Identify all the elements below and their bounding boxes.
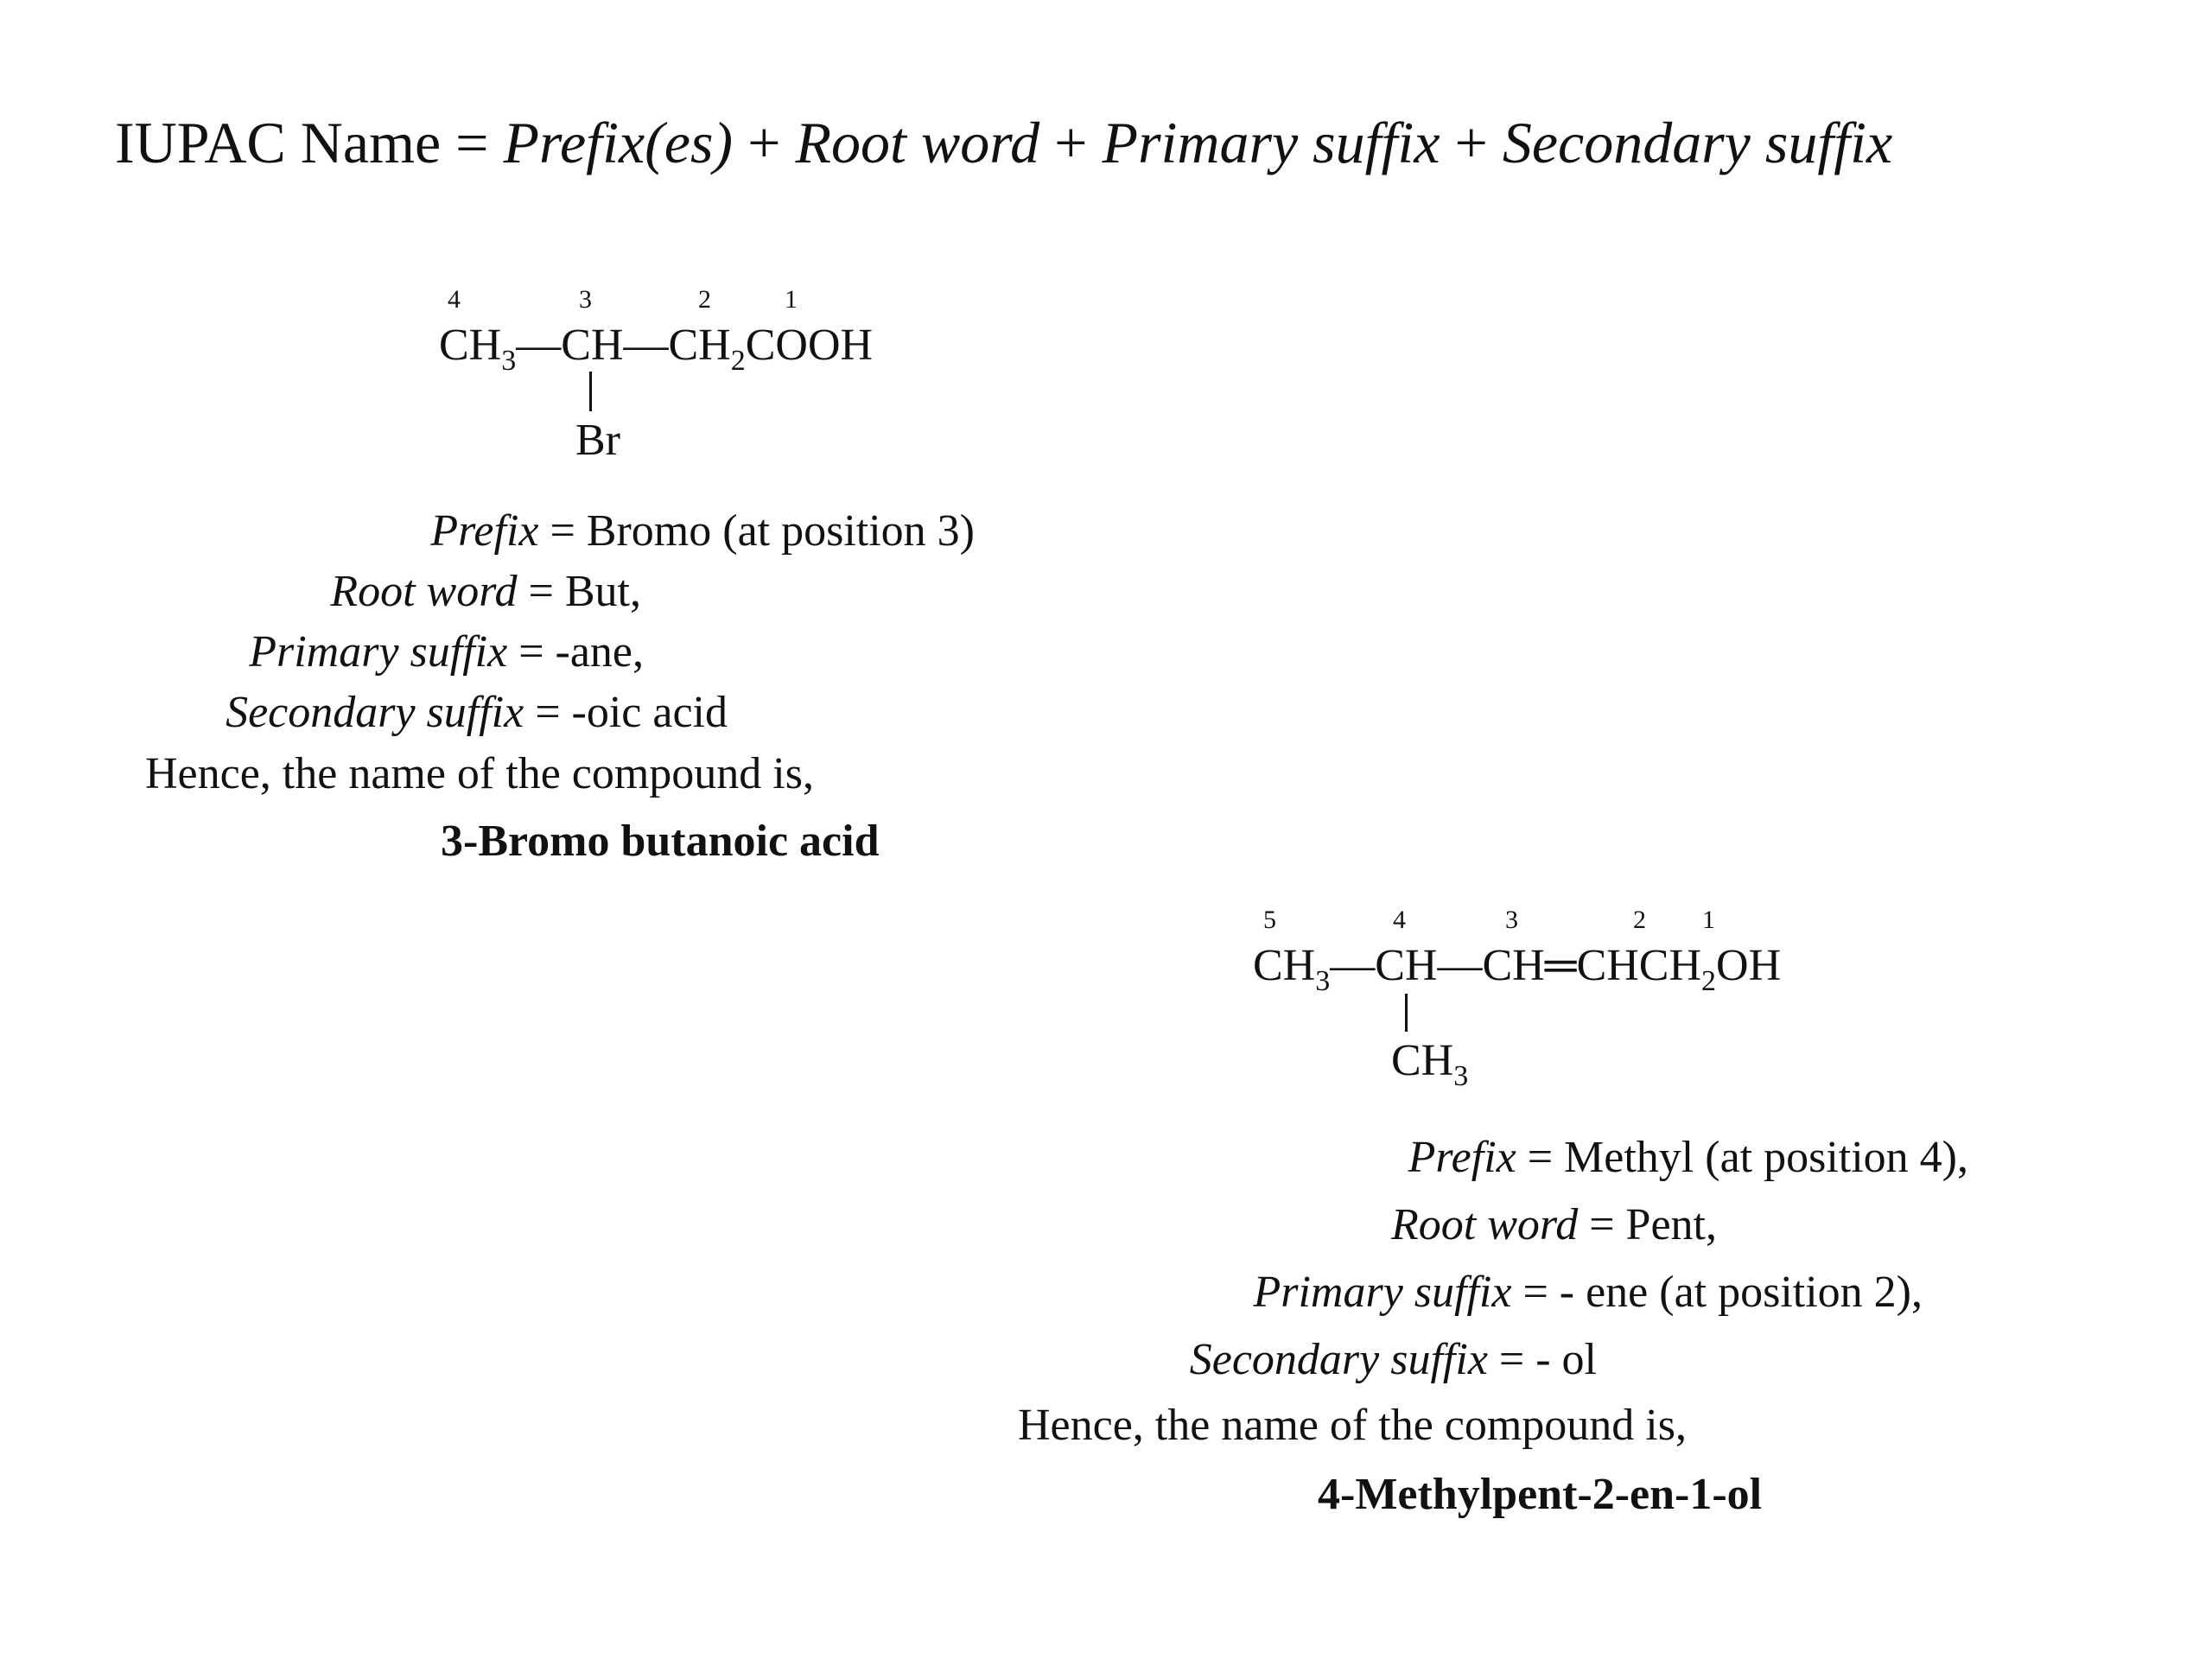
- def-key: Secondary suffix: [1189, 1335, 1488, 1384]
- def-value: = Methyl (at position 4),: [1516, 1133, 1968, 1182]
- main-chain: [439, 320, 874, 377]
- subscript: 2: [730, 345, 746, 377]
- subscript: 3: [1315, 965, 1331, 997]
- main-chain: [1253, 940, 1782, 997]
- def-key: Prefix: [1408, 1133, 1516, 1182]
- formula-plus: +: [1440, 110, 1503, 175]
- branch-part: CH: [1391, 1036, 1454, 1085]
- def-key: Prefix: [430, 506, 539, 556]
- def-value: = -oic acid: [524, 688, 728, 737]
- iupac-formula: [115, 108, 1892, 177]
- branch-substituent: [1391, 1035, 1469, 1092]
- formula-secondary-suffix: Secondary suffix: [1502, 110, 1893, 175]
- def-primary-suffix: [1253, 1267, 1923, 1319]
- chain-part: OH: [1716, 941, 1782, 990]
- carbon-number: 1: [785, 285, 798, 314]
- formula-lead: IUPAC Name =: [115, 110, 504, 175]
- chain-part: COOH: [745, 321, 874, 370]
- hence-text: Hence, the name of the compound is,: [145, 749, 814, 798]
- subscript: 3: [501, 345, 517, 377]
- chain-part: —CH—CH: [516, 321, 731, 370]
- formula-prefix: Prefix(es): [503, 110, 734, 175]
- branch-substituent: Br: [575, 416, 620, 465]
- formula-plus: +: [1039, 110, 1103, 175]
- structure-3-bromobutanoic-acid: [439, 285, 923, 475]
- subscript: 2: [1701, 965, 1717, 997]
- carbon-number: 1: [1702, 906, 1715, 934]
- def-key: Root word: [330, 567, 518, 616]
- def-primary-suffix: [249, 626, 644, 678]
- def-key: Primary suffix: [249, 627, 508, 677]
- def-prefix: [430, 505, 975, 557]
- def-key: Primary suffix: [1253, 1268, 1512, 1317]
- def-value: = -ane,: [507, 627, 644, 677]
- chain-part: CH: [439, 321, 502, 370]
- carbon-number: 5: [1263, 906, 1276, 934]
- formula-plus: +: [733, 110, 796, 175]
- compound-name-result: 3-Bromo butanoic acid: [441, 817, 880, 866]
- def-value: = - ene (at position 2),: [1511, 1268, 1923, 1317]
- def-key: Root word: [1391, 1200, 1579, 1249]
- vertical-bond: [1405, 994, 1408, 1032]
- carbon-number: 4: [1393, 906, 1406, 934]
- def-value: = But,: [517, 567, 641, 616]
- carbon-number: 3: [1505, 906, 1518, 934]
- def-root-word: [330, 566, 641, 618]
- def-value: = Bromo (at position 3): [538, 506, 975, 556]
- formula-root-word: Root word: [795, 110, 1040, 175]
- def-secondary-suffix: [226, 687, 728, 739]
- formula-primary-suffix: Primary suffix: [1102, 110, 1440, 175]
- def-root-word: [1391, 1199, 1717, 1251]
- chain-part: CH: [1253, 941, 1316, 990]
- subscript: 3: [1453, 1060, 1469, 1092]
- carbon-number: 4: [448, 285, 461, 314]
- compound-name-result: 4-Methylpent-2-en-1-ol: [1318, 1470, 1763, 1519]
- structure-4-methylpent-2-en-1-ol: [1253, 906, 1910, 1096]
- vertical-bond: [589, 372, 592, 411]
- chain-part: —CH—CH═CHCH: [1330, 941, 1702, 990]
- def-key: Secondary suffix: [226, 688, 524, 737]
- carbon-number: 3: [579, 285, 592, 314]
- def-value: = Pent,: [1578, 1200, 1717, 1249]
- def-secondary-suffix: [1190, 1334, 1597, 1386]
- def-prefix: [1408, 1132, 1968, 1184]
- carbon-number: 2: [1633, 906, 1646, 934]
- def-value: = - ol: [1487, 1335, 1597, 1384]
- hence-text: Hence, the name of the compound is,: [1018, 1401, 1687, 1450]
- carbon-number: 2: [698, 285, 711, 314]
